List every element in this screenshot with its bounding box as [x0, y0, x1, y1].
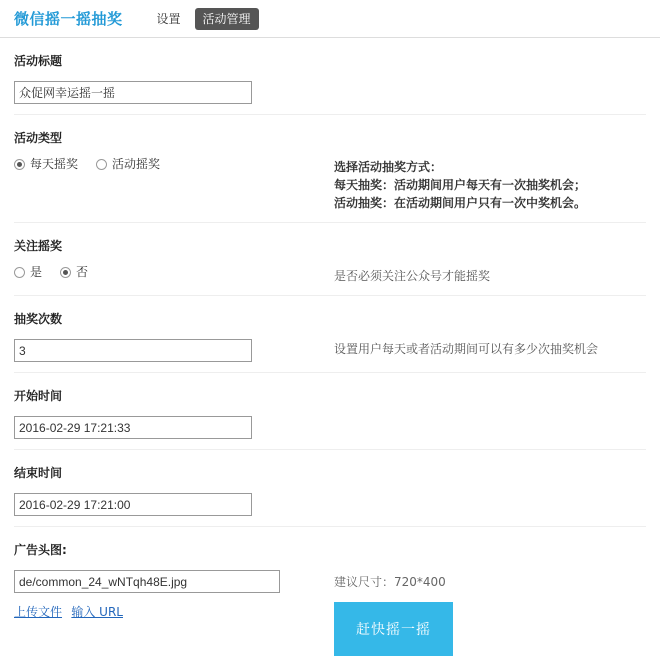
radio-option-follow-yes[interactable] — [14, 266, 42, 278]
start-time-input[interactable] — [14, 416, 252, 439]
label-draw-times: 抽奖次数 — [14, 312, 63, 326]
draw-times-input[interactable] — [14, 339, 252, 362]
label-end-time: 结束时间 — [14, 466, 63, 480]
field-activity-title — [14, 38, 646, 115]
radio-label-follow-yes: 是 — [30, 265, 43, 279]
activity-type-hint — [334, 158, 586, 212]
follow-required-hint: 是否必须关注公众号才能摇奖 — [334, 269, 491, 283]
main-nav — [149, 8, 259, 30]
activity-type-radio-group — [14, 158, 334, 170]
radio-label-daily-draw: 每天摇奖 — [30, 157, 79, 171]
shake-submit-button[interactable]: 赶快摇一摇 — [334, 602, 453, 656]
activity-type-hint-line-3: 活动抽奖：在活动期间用户只有一次中奖机会。 — [334, 196, 587, 210]
field-follow-required — [14, 223, 646, 296]
activity-type-hint-line-1: 选择活动抽奖方式： — [334, 160, 443, 174]
activity-form — [0, 38, 660, 666]
radio-option-event-draw[interactable] — [96, 158, 160, 170]
radio-icon-follow-yes[interactable] — [14, 267, 25, 278]
end-time-input[interactable] — [14, 493, 252, 516]
upload-file-link[interactable]: 上传文件 — [14, 605, 63, 619]
draw-times-hint: 设置用户每天或者活动期间可以有多少次抽奖机会 — [334, 342, 599, 356]
nav-item-activity-management[interactable]: 活动管理 — [195, 8, 259, 30]
radio-icon-follow-no[interactable] — [60, 267, 71, 278]
radio-option-follow-no[interactable] — [60, 266, 88, 278]
field-start-time — [14, 373, 646, 450]
link-separator — [62, 605, 71, 619]
nav-item-settings[interactable]: 设置 — [156, 11, 181, 26]
label-banner-image: 广告头图: — [14, 543, 67, 557]
banner-image-path-input[interactable] — [14, 570, 280, 593]
label-start-time: 开始时间 — [14, 389, 63, 403]
banner-upload-links — [14, 603, 334, 620]
radio-label-follow-no: 否 — [76, 265, 89, 279]
field-activity-type — [14, 115, 646, 223]
label-follow-required: 关注摇奖 — [14, 239, 63, 253]
radio-icon-event-draw[interactable] — [96, 159, 107, 170]
activity-title-input[interactable] — [14, 81, 252, 104]
label-activity-title: 活动标题 — [14, 54, 63, 68]
field-end-time — [14, 450, 646, 527]
banner-right-col — [334, 570, 453, 656]
field-draw-times — [14, 296, 646, 373]
input-url-link[interactable]: 输入 URL — [71, 605, 123, 619]
app-header — [0, 0, 660, 38]
field-banner-image — [14, 527, 646, 666]
activity-type-hint-line-2: 每天抽奖：活动期间用户每天有一次抽奖机会； — [334, 178, 587, 192]
label-activity-type: 活动类型 — [14, 131, 63, 145]
banner-size-hint: 建议尺寸：720*400 — [334, 575, 446, 589]
follow-required-radio-group — [14, 266, 334, 278]
radio-label-event-draw: 活动摇奖 — [112, 157, 161, 171]
app-brand-title: 微信摇一摇抽奖 — [14, 10, 123, 28]
radio-icon-daily-draw[interactable] — [14, 159, 25, 170]
radio-option-daily-draw[interactable] — [14, 158, 78, 170]
